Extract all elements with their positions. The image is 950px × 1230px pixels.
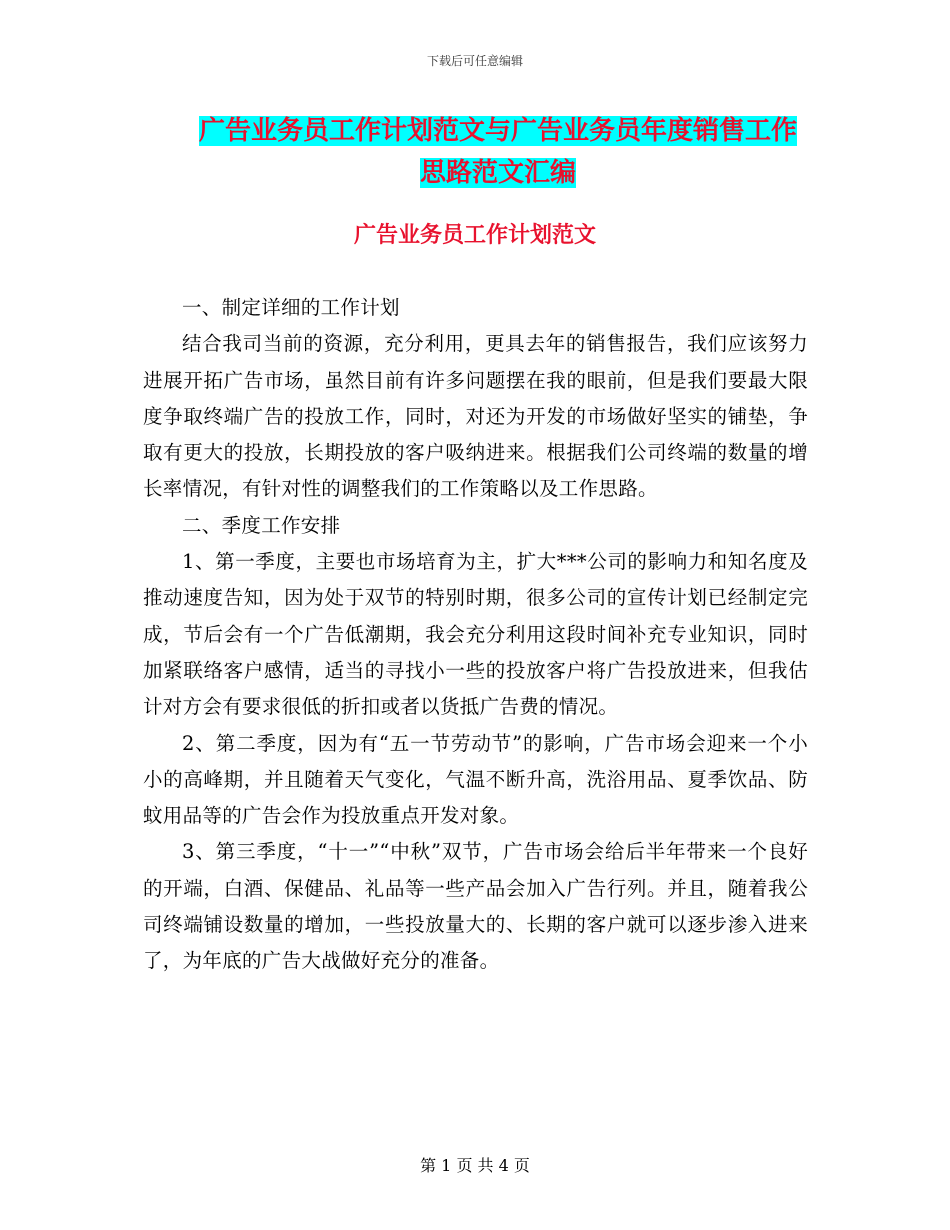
paragraph-q1: 1、第一季度，主要也市场培育为主，扩大***公司的影响力和知名度及推动速度告知，因为处于双节的特别时期，很多公司的宣传计划已经制定完成，节后会有一个广告低潮期，我会充分利用这段时间补充专业知识，同时加紧联络客户感情，适当的寻找小一些的投放客户将广告投放进来，但我估计对方会有要求很低的折扣或者以货抵广告费的情况。: [143, 550, 808, 719]
paragraph-work-plan: 结合我司当前的资源，充分利用，更具去年的销售报告，我们应该努力进展开拓广告市场，虽然目前有许多问题摆在我的眼前，但是我们要最大限度争取终端广告的投放工作，同时，对还为开发的市场做好坚实的铺垫，争取有更大的投放，长期投放的客户吸纳进来。根据我们公司终端的数量的增长率情况，有针对性的调整我们的工作策略以及工作思路。: [143, 332, 808, 501]
heading-quarterly-arrangement: 二、季度工作安排: [182, 513, 341, 537]
heading-work-plan: 一、制定详细的工作计划: [182, 296, 400, 319]
page-number: 第 1 页 共 4 页: [420, 1156, 530, 1175]
document-title-line1: 广告业务员工作计划范文与广告业务员年度销售工作: [198, 116, 797, 146]
paragraph-q3: 3、第三季度，“十一”“中秋”双节，广告市场会给后半年带来一个良好的开端，白酒、保健品、礼品等一些产品会加入广告行列。并且，随着我公司终端铺设数量的增加，一些投放量大的、长期的客户就可以逐步渗入进来了，为年底的广告大战做好充分的准备。: [143, 840, 808, 973]
section-title: 广告业务员工作计划范文: [353, 223, 596, 248]
header-note: 下载后可任意编辑: [426, 54, 523, 68]
document-title-line2: 思路范文汇编: [419, 158, 576, 188]
document-title: [143, 110, 853, 194]
document-body: [143, 290, 808, 980]
paragraph-q2: 2、第二季度，因为有“五一节劳动节”的影响，广告市场会迎来一个小小的高峰期，并且随着天气变化，气温不断升高，洗浴用品、夏季饮品、防蚊用品等的广告会作为投放重点开发对象。: [143, 731, 808, 828]
